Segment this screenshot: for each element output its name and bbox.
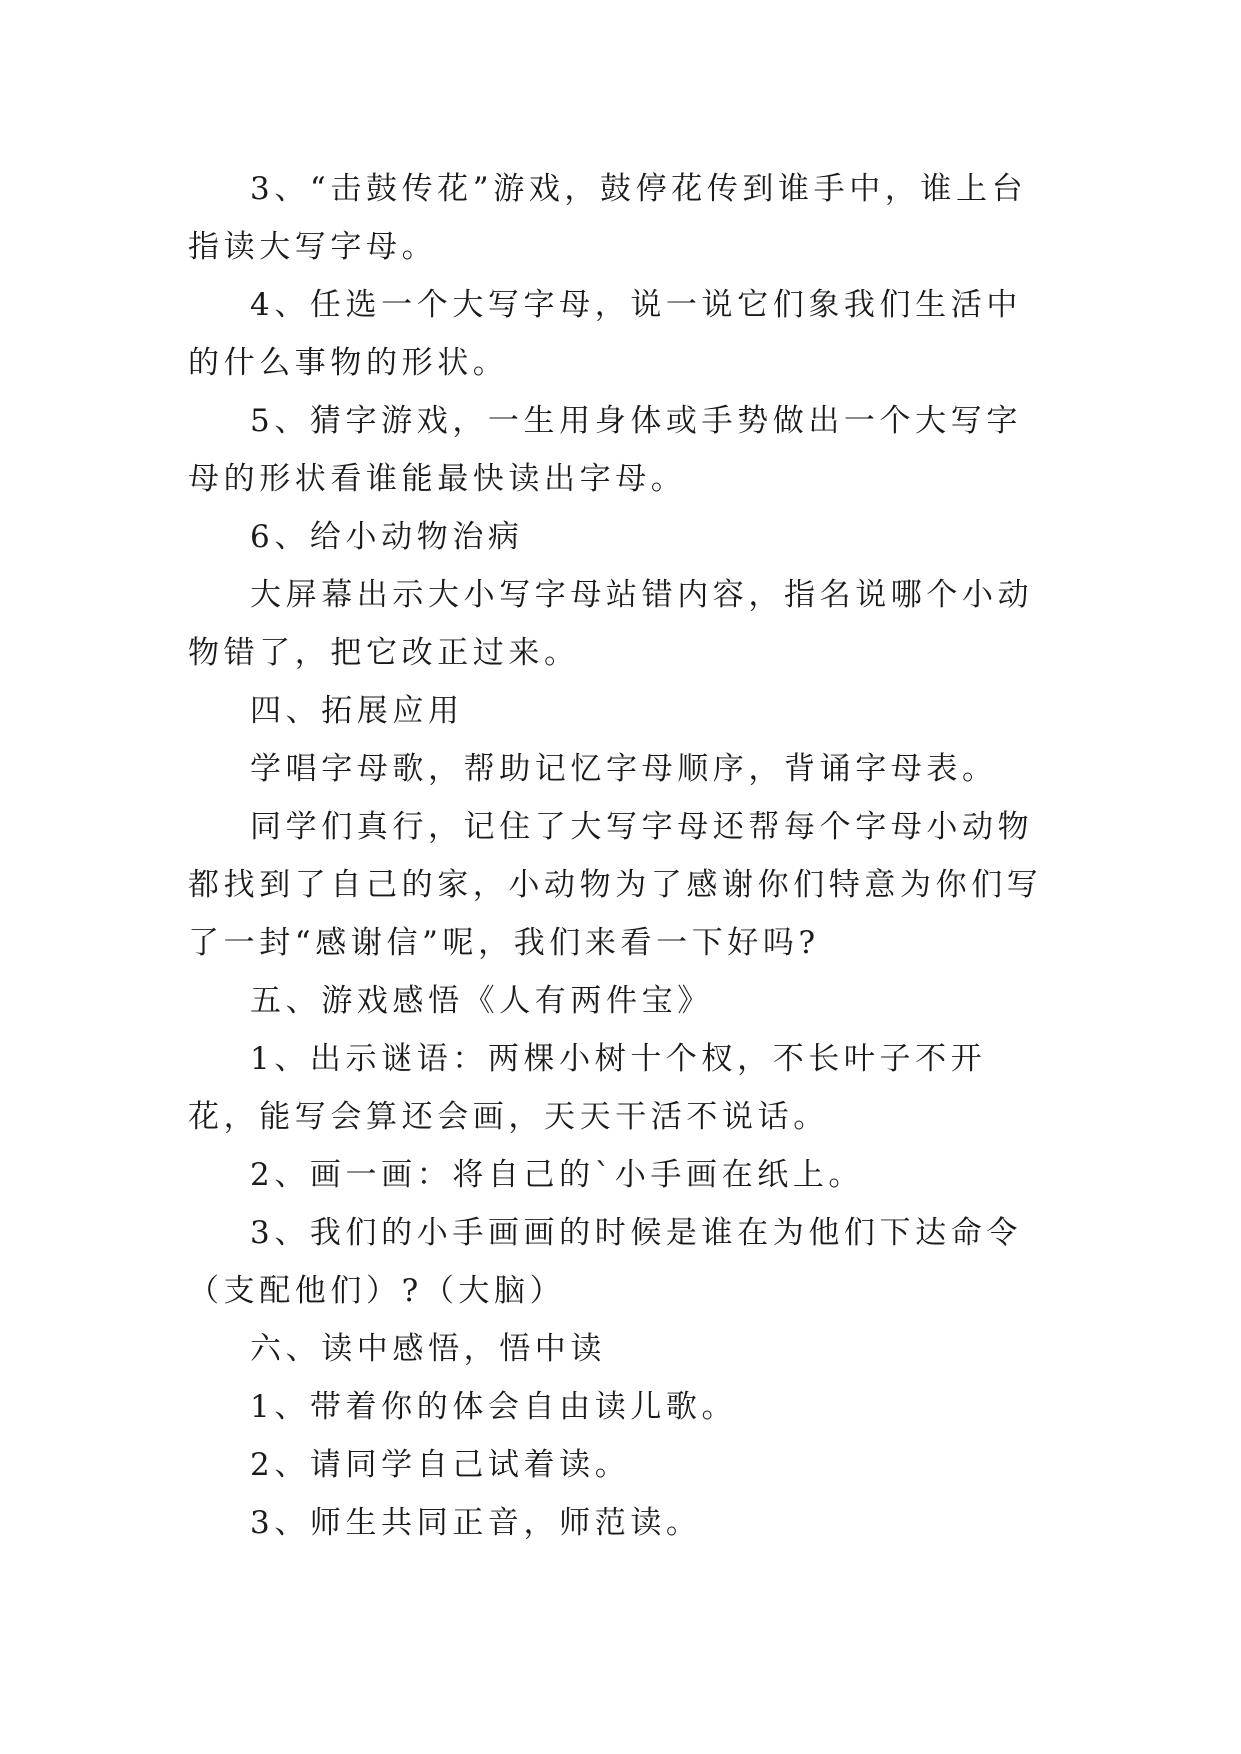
section-heading: 四、拓展应用 bbox=[250, 693, 464, 729]
paragraph: 大屏幕出示大小写字母站错内容，指名说哪个小动物错了，把它改正过来。 bbox=[188, 577, 1034, 671]
paragraph: 6、给小动物治病 bbox=[250, 519, 524, 555]
paragraph: 学唱字母歌，帮助记忆字母顺序，背诵字母表。 bbox=[250, 751, 998, 787]
section-heading: 六、读中感悟，悟中读 bbox=[250, 1331, 606, 1367]
paragraph: 3、师生共同正音，师范读。 bbox=[250, 1505, 702, 1541]
paragraph: 4、任选一个大写字母，说一说它们象我们生活中的什么事物的形状。 bbox=[188, 287, 1022, 381]
paragraph: 1、带着你的体会自由读儿歌。 bbox=[250, 1389, 738, 1425]
section-heading: 五、游戏感悟《人有两件宝》 bbox=[250, 983, 713, 1019]
paragraph: 3、“击鼓传花”游戏，鼓停花传到谁手中，谁上台指读大写字母。 bbox=[188, 171, 1028, 265]
paragraph: 同学们真行，记住了大写字母还帮每个字母小动物都找到了自己的家，小动物为了感谢你们特意为你们写了一封“感谢信”呢，我们来看一下好吗? bbox=[188, 809, 1043, 961]
paragraph: 1、出示谜语：两棵小树十个杈，不长叶子不开花，能写会算还会画，天天干活不说话。 bbox=[188, 1041, 987, 1135]
paragraph: 2、请同学自己试着读。 bbox=[250, 1447, 631, 1483]
paragraph: 2、画一画：将自己的`小手画在纸上。 bbox=[250, 1157, 865, 1193]
paragraph: 5、猜字游戏，一生用身体或手势做出一个大写字母的形状看谁能最快读出字母。 bbox=[188, 403, 1022, 497]
document-body bbox=[188, 160, 1053, 1552]
paragraph: 3、我们的小手画画的时候是谁在为他们下达命令（支配他们）?（大脑） bbox=[188, 1215, 1022, 1309]
